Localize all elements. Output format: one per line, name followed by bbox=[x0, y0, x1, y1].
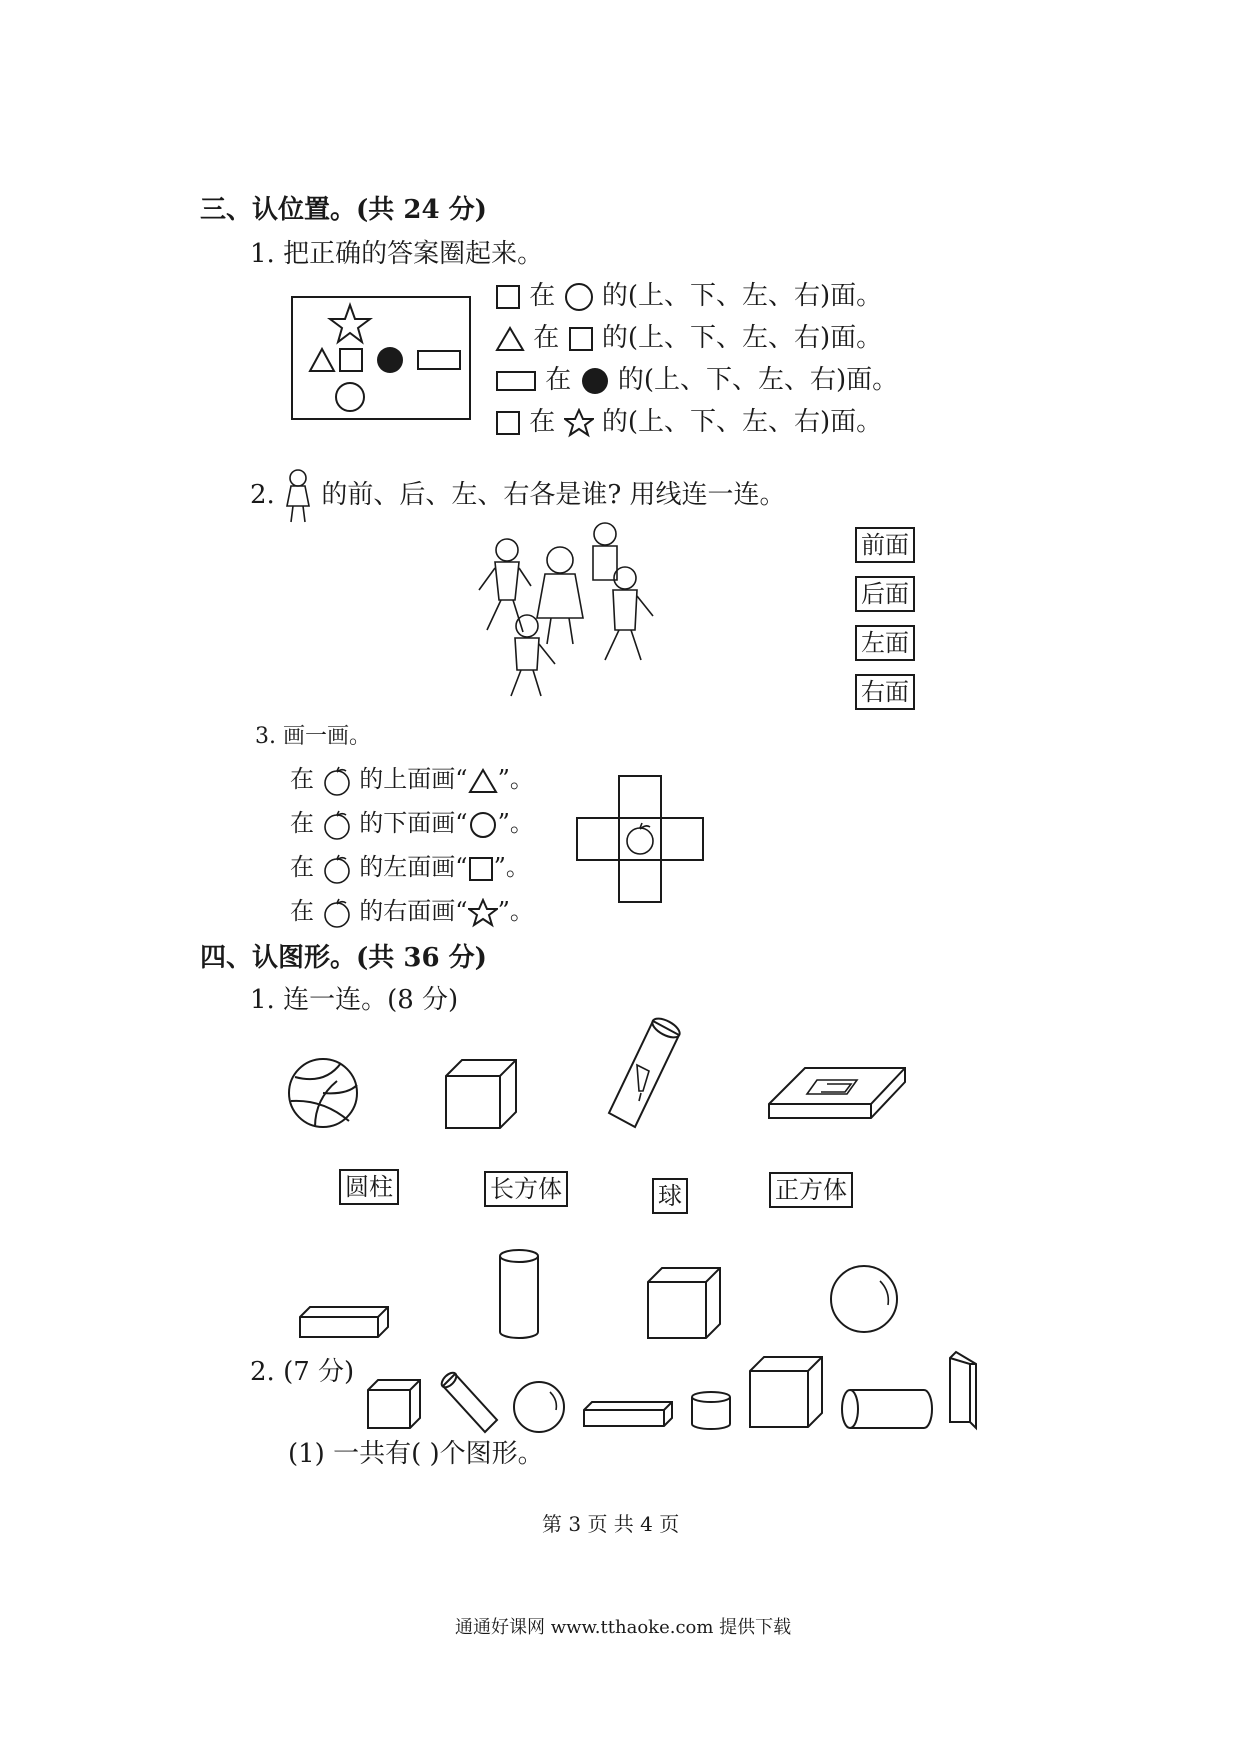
label-cuboid: 长方体 bbox=[484, 1171, 568, 1207]
child-center-girl bbox=[537, 547, 583, 644]
q1-line-2-middle: 在 bbox=[533, 323, 560, 353]
square-icon bbox=[495, 284, 521, 310]
sphere-solid bbox=[828, 1263, 900, 1335]
child-front bbox=[511, 615, 555, 696]
cuboid-solid bbox=[298, 1305, 390, 1341]
short-cylinder-shape bbox=[690, 1390, 732, 1430]
flat-box-object bbox=[767, 1062, 907, 1128]
q3-line-4-prefix: 在 bbox=[290, 897, 314, 925]
apple-in-grid bbox=[627, 823, 653, 854]
question-2-number: 2. bbox=[250, 480, 275, 510]
child-back bbox=[593, 523, 617, 580]
thin-slab-shape bbox=[948, 1350, 978, 1430]
filled-circle-icon bbox=[580, 366, 610, 396]
q1-line-3-middle: 在 bbox=[545, 365, 572, 395]
q3-line-3-end: ”。 bbox=[493, 853, 530, 881]
apple-icon bbox=[322, 854, 352, 884]
section4-question-2-title: 2. (7 分) bbox=[250, 1357, 355, 1387]
square-shape bbox=[340, 349, 362, 371]
q3-line-3-text: 的左面画“ bbox=[359, 853, 468, 881]
q3-line-1-prefix: 在 bbox=[290, 765, 314, 793]
q3-line-4-end: ”。 bbox=[497, 897, 534, 925]
circle-icon bbox=[564, 282, 594, 312]
q3-line-2-prefix: 在 bbox=[290, 809, 314, 837]
q1-line-2 bbox=[495, 321, 882, 355]
shapes-position-figure bbox=[292, 297, 472, 422]
q3-line-4 bbox=[290, 894, 534, 928]
square-icon bbox=[468, 856, 494, 882]
star-icon bbox=[468, 898, 498, 928]
apple-icon bbox=[322, 898, 352, 928]
question-2-sub-1: (1) 一共有( )个图形。 bbox=[288, 1439, 544, 1469]
question-3-title: 3. 画一画。 bbox=[255, 724, 371, 749]
q1-line-4 bbox=[495, 405, 882, 439]
cube-solid bbox=[646, 1266, 722, 1340]
square-icon bbox=[495, 410, 521, 436]
box-back: 后面 bbox=[855, 576, 915, 612]
triangle-icon bbox=[495, 326, 525, 352]
cylinder-solid bbox=[498, 1248, 540, 1340]
long-cuboid-shape bbox=[582, 1400, 674, 1430]
circle-icon bbox=[468, 810, 498, 840]
triangle-icon bbox=[468, 768, 498, 794]
small-cube-shape bbox=[366, 1378, 422, 1430]
cross-grid bbox=[576, 775, 706, 905]
lying-cylinder-shape bbox=[840, 1388, 934, 1430]
footer-credit: 通通好课网 www.tthaoke.com 提供下载 bbox=[455, 1617, 792, 1638]
q1-line-3 bbox=[495, 363, 898, 397]
label-cube: 正方体 bbox=[769, 1172, 853, 1208]
volleyball-object bbox=[285, 1055, 361, 1131]
q3-line-1-text: 的上面画“ bbox=[359, 765, 468, 793]
star-icon bbox=[564, 408, 594, 438]
box-front: 前面 bbox=[855, 527, 915, 563]
label-cylinder: 圆柱 bbox=[339, 1169, 399, 1205]
q1-line-1 bbox=[495, 279, 882, 313]
large-cube-shape bbox=[748, 1355, 824, 1429]
q1-line-3-suffix: 的(上、下、左、右)面。 bbox=[617, 365, 899, 395]
star-shape bbox=[330, 305, 370, 342]
q3-line-3-prefix: 在 bbox=[290, 853, 314, 881]
square-icon bbox=[568, 326, 594, 352]
q1-line-2-suffix: 的(上、下、左、右)面。 bbox=[601, 323, 883, 353]
label-sphere: 球 bbox=[652, 1178, 688, 1214]
section-4-heading: 四、认图形。(共 36 分) bbox=[200, 943, 487, 973]
q1-line-1-suffix: 的(上、下、左、右)面。 bbox=[601, 281, 883, 311]
q3-line-4-text: 的右面画“ bbox=[359, 897, 468, 925]
rectangle-icon bbox=[495, 370, 537, 392]
circle-shape bbox=[336, 383, 364, 411]
q1-line-4-middle: 在 bbox=[529, 407, 556, 437]
triangle-shape bbox=[310, 349, 334, 371]
apple-icon bbox=[322, 766, 352, 796]
section-3-heading: 三、认位置。(共 24 分) bbox=[200, 195, 487, 225]
q3-line-2-text: 的下面画“ bbox=[359, 809, 468, 837]
q3-line-2-end: ”。 bbox=[497, 809, 534, 837]
children-illustration bbox=[465, 520, 655, 700]
apple-icon bbox=[322, 810, 352, 840]
question-2 bbox=[250, 468, 786, 524]
girl-icon bbox=[283, 468, 313, 524]
q3-line-1-end: ”。 bbox=[497, 765, 534, 793]
q3-line-2 bbox=[290, 806, 534, 840]
tilted-cylinder-shape bbox=[437, 1370, 499, 1434]
box-right: 右面 bbox=[855, 674, 915, 710]
shuttlecock-tube-object bbox=[603, 1015, 683, 1135]
page-number: 第 3 页 共 4 页 bbox=[542, 1512, 680, 1536]
child-right bbox=[605, 567, 653, 660]
section4-question-1-title: 1. 连一连。(8 分) bbox=[250, 985, 459, 1015]
q1-line-4-suffix: 的(上、下、左、右)面。 bbox=[601, 407, 883, 437]
rectangle-shape bbox=[418, 351, 460, 369]
child-left bbox=[479, 539, 531, 632]
ball-shape bbox=[512, 1380, 566, 1434]
q1-line-1-middle: 在 bbox=[529, 281, 556, 311]
cube-box-object bbox=[444, 1058, 520, 1130]
question-1-title: 1. 把正确的答案圈起来。 bbox=[250, 239, 544, 269]
q3-line-1 bbox=[290, 762, 534, 796]
q3-line-3 bbox=[290, 850, 530, 884]
box-left: 左面 bbox=[855, 625, 915, 661]
question-2-text: 的前、后、左、右各是谁? 用线连一连。 bbox=[321, 480, 786, 510]
filled-circle-shape bbox=[377, 347, 403, 373]
